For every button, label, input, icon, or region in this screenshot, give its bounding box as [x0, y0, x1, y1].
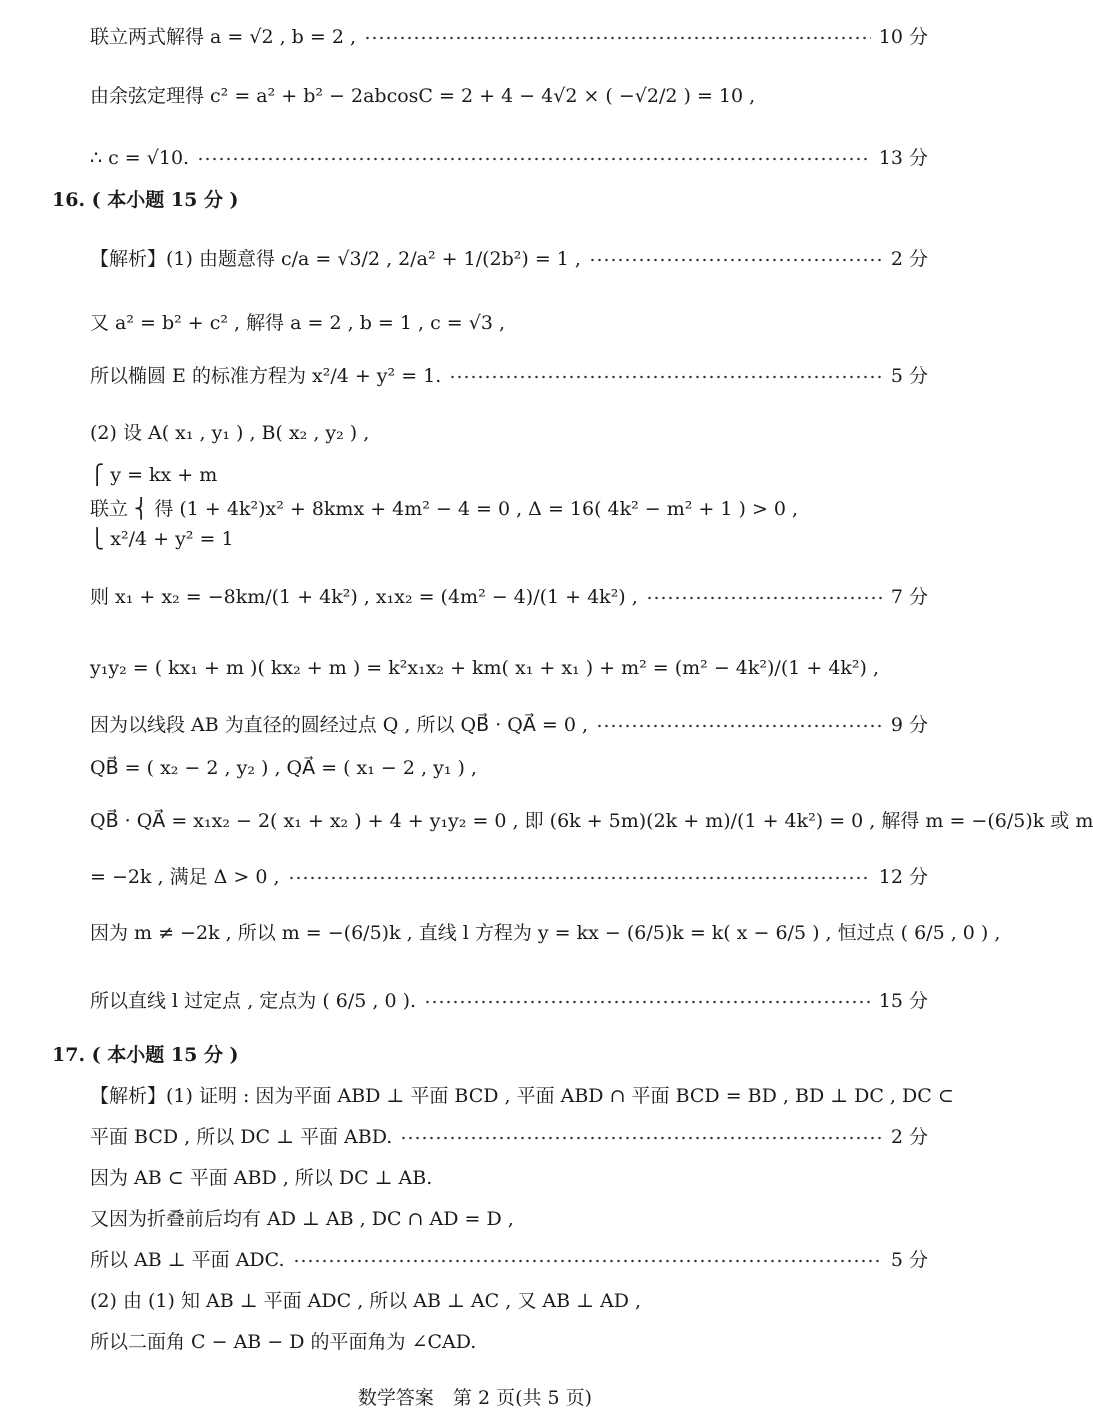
line-text: 所以二面角 C − AB − D 的平面角为 ∠CAD. [90, 1331, 477, 1353]
line-text: 【解析】(1) 证明 : 因为平面 ABD ⊥ 平面 BCD , 平面 ABD ∩ 平面 BCD = BD , BD ⊥ DC , DC ⊂ [90, 1085, 954, 1107]
solution-line [90, 312, 928, 336]
line-text: ∴ c = √10. [90, 147, 190, 169]
line-text: 【解析】(1) 由题意得 c/a = √3/2 , 2/a² + 1/(2b²) = 1 , [90, 248, 581, 270]
solution-line [90, 422, 928, 446]
solution-line [90, 248, 928, 272]
solution-line [90, 657, 928, 681]
solution-line [90, 922, 1001, 946]
line-text: 联立 ⎨ 得 (1 + 4k²)x² + 8kmx + 4m² − 4 = 0 , Δ = 16( 4k² − m² + 1 ) > 0 , [90, 498, 799, 520]
score-label: 5 分 [890, 365, 928, 387]
line-text: 所以 AB ⊥ 平面 ADC. [90, 1249, 285, 1271]
solution-line [90, 990, 928, 1014]
dot-leader [596, 724, 883, 728]
line-text: 又因为折叠前后均有 AD ⊥ AB , DC ∩ AD = D , [90, 1208, 514, 1230]
page-footer: 数学答案 第 2 页(共 5 页) [357, 1387, 593, 1409]
solution-line [90, 1249, 928, 1273]
solution-line [90, 1208, 928, 1232]
line-text: ⎧ y = kx + m [90, 464, 218, 486]
line-text: QB⃗ · QA⃗ = x₁x₂ − 2( x₁ + x₂ ) + 4 + y₁y₂ = 0 , 即 (6k + 5m)(2k + m)/(1 + 4k²) = 0 , 解得 m = −(6/5)k 或 m [90, 810, 1093, 832]
solution-line [90, 866, 928, 890]
line-text: 又 a² = b² + c² , 解得 a = 2 , b = 1 , c = √3 , [90, 312, 505, 334]
line-text: 则 x₁ + x₂ = −8km/(1 + 4k²) , x₁x₂ = (4m² − 4)/(1 + 4k²) , [90, 586, 638, 608]
solution-line [90, 1290, 928, 1314]
solution-line [90, 365, 928, 389]
solution-line [90, 1126, 928, 1150]
line-text: 联立两式解得 a = √2 , b = 2 , [90, 26, 357, 48]
solution-line [90, 810, 1093, 834]
dot-leader [293, 1259, 883, 1263]
line-text: 因为以线段 AB 为直径的圆经过点 Q , 所以 QB⃗ · QA⃗ = 0 , [90, 714, 589, 736]
solution-line [90, 528, 928, 552]
line-text: QB⃗ = ( x₂ − 2 , y₂ ) , QA⃗ = ( x₁ − 2 , y₁ ) , [90, 757, 477, 779]
line-text: 17. ( 本小题 15 分 ) [52, 1044, 239, 1066]
score-label: 9 分 [890, 714, 928, 736]
line-text: ⎩ x²/4 + y² = 1 [90, 528, 234, 550]
dot-leader [288, 876, 871, 880]
dot-leader [589, 258, 883, 262]
solution-line [90, 26, 928, 50]
dot-leader [400, 1136, 883, 1140]
line-text: = −2k , 满足 Δ > 0 , [90, 866, 280, 888]
solution-line [90, 1085, 954, 1109]
solution-line [90, 586, 928, 610]
score-label: 2 分 [890, 248, 928, 270]
solution-line [90, 1167, 928, 1191]
dot-leader [424, 1000, 871, 1004]
question-heading [52, 189, 928, 213]
score-label: 15 分 [878, 990, 928, 1012]
line-text: (2) 由 (1) 知 AB ⊥ 平面 ADC , 所以 AB ⊥ AC , 又 AB ⊥ AD , [90, 1290, 642, 1312]
line-text: 16. ( 本小题 15 分 ) [52, 189, 239, 211]
line-text: 由余弦定理得 c² = a² + b² − 2abcosC = 2 + 4 − 4√2 × ( −√2/2 ) = 10 , [90, 85, 756, 107]
line-text: 所以椭圆 E 的标准方程为 x²/4 + y² = 1. [90, 365, 442, 387]
line-text: 因为 m ≠ −2k , 所以 m = −(6/5)k , 直线 l 方程为 y = kx − (6/5)k = k( x − 6/5 ) , 恒过点 ( 6/5 , 0 ) , [90, 922, 1001, 944]
solution-line [90, 85, 928, 109]
line-text: 因为 AB ⊂ 平面 ABD , 所以 DC ⊥ AB. [90, 1167, 433, 1189]
score-label: 5 分 [890, 1249, 928, 1271]
solution-line [90, 464, 928, 488]
line-text: 平面 BCD , 所以 DC ⊥ 平面 ABD. [90, 1126, 393, 1148]
dot-leader [364, 36, 871, 40]
solution-line [90, 147, 928, 171]
solution-line [90, 498, 928, 522]
score-label: 7 分 [890, 586, 928, 608]
solution-line [90, 714, 928, 738]
solution-line [90, 1331, 928, 1355]
score-label: 13 分 [878, 147, 928, 169]
solution-line [90, 757, 928, 781]
dot-leader [197, 157, 871, 161]
line-text: (2) 设 A( x₁ , y₁ ) , B( x₂ , y₂ ) , [90, 422, 370, 444]
question-heading [52, 1044, 928, 1068]
dot-leader [449, 375, 883, 379]
score-label: 10 分 [878, 26, 928, 48]
line-text: y₁y₂ = ( kx₁ + m )( kx₂ + m ) = k²x₁x₂ + km( x₁ + x₁ ) + m² = (m² − 4k²)/(1 + 4k²) , [90, 657, 880, 679]
score-label: 2 分 [890, 1126, 928, 1148]
score-label: 12 分 [878, 866, 928, 888]
dot-leader [646, 596, 883, 600]
line-text: 所以直线 l 过定点 , 定点为 ( 6/5 , 0 ). [90, 990, 417, 1012]
